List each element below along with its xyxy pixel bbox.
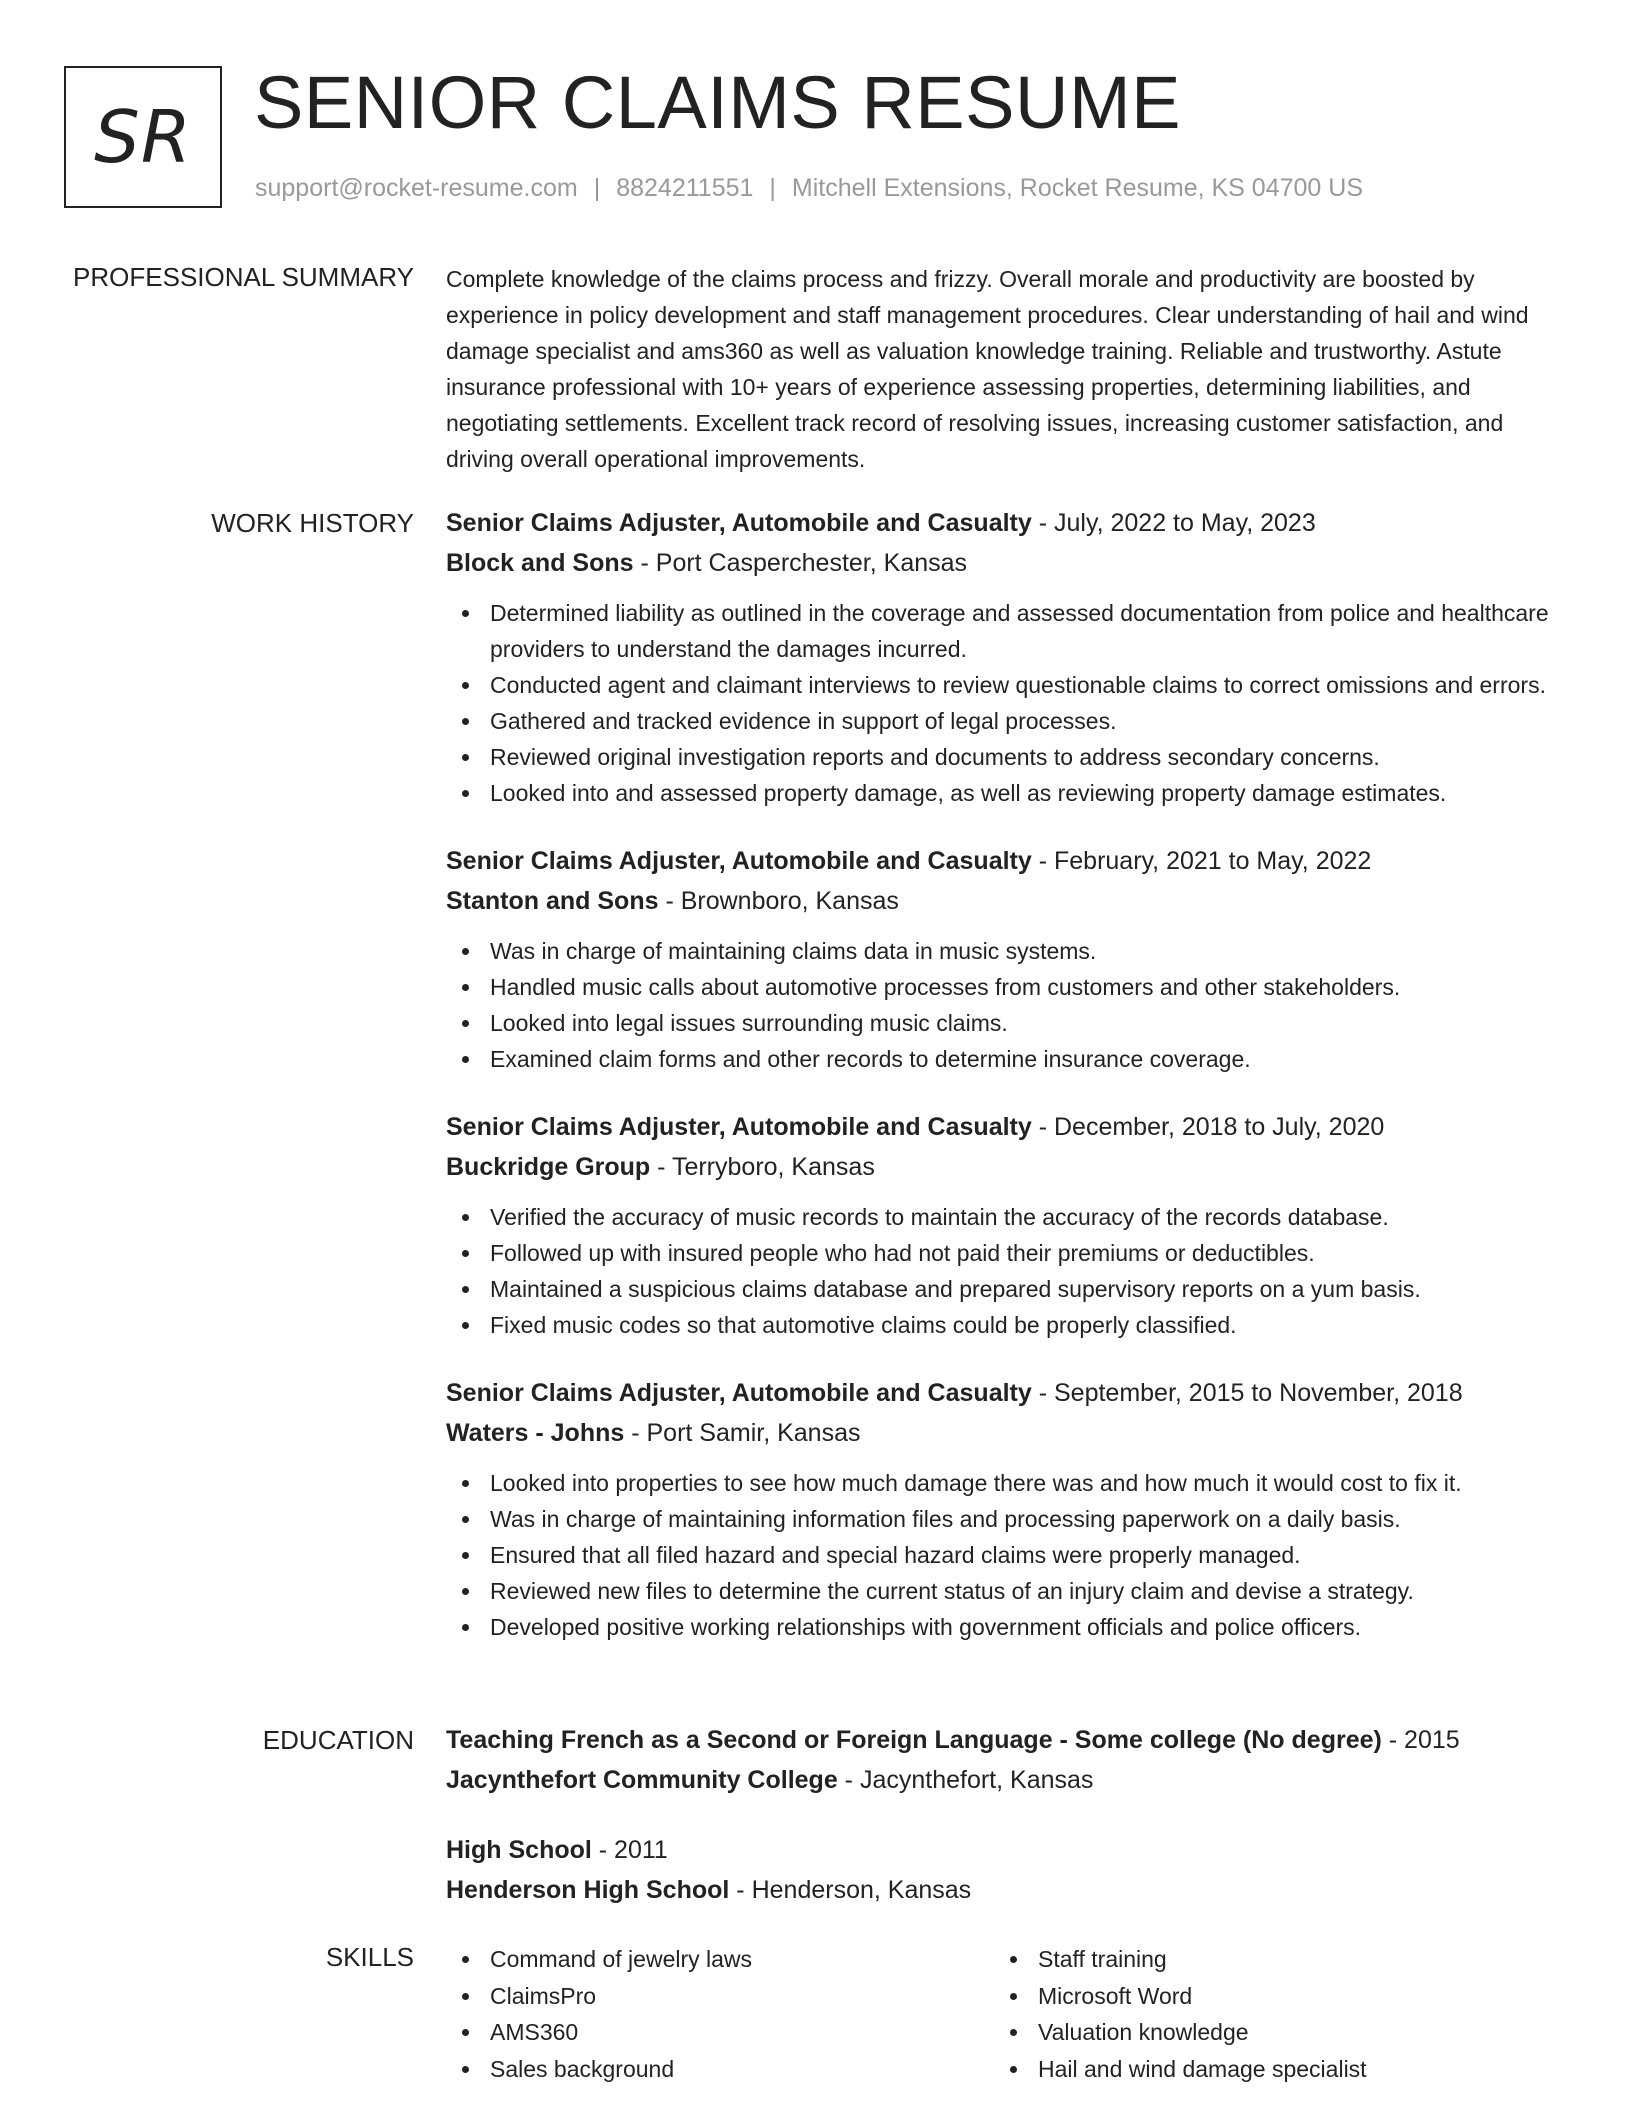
job-bullet: Reviewed original investigation reports and documents to address secondary concerns.: [446, 739, 1566, 775]
education-list: [446, 1720, 1566, 1910]
summary-text: Complete knowledge of the claims process and frizzy. Overall morale and productivity are boosted by experience in policy development and staff management procedures. Clear understanding of hail and wind damage specialist and ams360 as well as valuation knowledge training. Reliable and trustworthy. Astute insurance professional with 10+ years of experience assessing properties, determining liabilities, and negotiating settlements. Excellent track record of resolving issues, increasing customer satisfaction, and driving overall operational improvements.: [446, 266, 1529, 472]
job-entry: [446, 841, 1566, 1077]
job-title-line: [446, 1107, 1566, 1147]
job-bullet: Ensured that all filed hazard and special hazard claims were properly managed.: [446, 1537, 1566, 1573]
job-title-line: [446, 503, 1566, 543]
education-school: Jacynthefort Community College: [446, 1766, 838, 1794]
education-year: - 2015: [1381, 1726, 1460, 1754]
contact-phone: 8824211551: [616, 174, 754, 202]
education-location: - Henderson, Kansas: [729, 1876, 972, 1904]
job-bullet: Looked into and assessed property damage, as well as reviewing property damage estimates.: [446, 775, 1566, 811]
resume-header: [64, 61, 1584, 208]
job-bullets: [446, 933, 1566, 1077]
education-school-line: [446, 1870, 1566, 1910]
job-title: Senior Claims Adjuster, Automobile and Casualty: [446, 509, 1032, 537]
job-location: - Port Samir, Kansas: [624, 1419, 861, 1447]
education-school: Henderson High School: [446, 1876, 730, 1904]
skill-item: ClaimsPro: [446, 1978, 994, 2015]
job-bullet: Maintained a suspicious claims database and prepared supervisory reports on a yum basis.: [446, 1271, 1566, 1307]
job-company: Block and Sons: [446, 549, 634, 577]
job-bullets: [446, 1199, 1566, 1343]
education-degree: High School: [446, 1836, 592, 1864]
skills-column-left: [446, 1941, 994, 2087]
skill-item: Sales background: [446, 2051, 994, 2088]
job-bullet: Followed up with insured people who had not paid their premiums or deductibles.: [446, 1235, 1566, 1271]
job-company-line: [446, 1413, 1566, 1453]
education-location: - Jacynthefort, Kansas: [837, 1766, 1094, 1794]
job-bullet: Gathered and tracked evidence in support of legal processes.: [446, 703, 1566, 739]
job-bullet: Developed positive working relationships with government officials and police officers.: [446, 1609, 1566, 1645]
job-company-line: [446, 881, 1566, 921]
education-degree-line: [446, 1720, 1566, 1760]
job-bullet: Looked into properties to see how much damage there was and how much it would cost to fix it.: [446, 1465, 1566, 1501]
job-bullet: Reviewed new files to determine the current status of an injury claim and devise a strategy.: [446, 1573, 1566, 1609]
job-company-line: [446, 1147, 1566, 1187]
job-entry: [446, 1373, 1566, 1645]
skill-item: Staff training: [994, 1941, 1542, 1978]
skills-heading: SKILLS: [325, 1942, 414, 1972]
work-history-heading: WORK HISTORY: [211, 508, 414, 538]
job-bullet: Was in charge of maintaining claims data in music systems.: [446, 933, 1566, 969]
summary-heading: PROFESSIONAL SUMMARY: [73, 262, 414, 292]
job-bullet: Handled music calls about automotive processes from customers and other stakeholders.: [446, 969, 1566, 1005]
job-company-line: [446, 543, 1566, 583]
skill-item: AMS360: [446, 2014, 994, 2051]
job-dates: - December, 2018 to July, 2020: [1031, 1113, 1385, 1141]
contact-line: [255, 174, 1363, 203]
job-location: - Terryboro, Kansas: [650, 1153, 875, 1181]
job-bullet: Was in charge of maintaining information files and processing paperwork on a daily basis.: [446, 1501, 1566, 1537]
skill-item: Valuation knowledge: [994, 2014, 1542, 2051]
education-year: - 2011: [591, 1836, 668, 1864]
skill-item: Microsoft Word: [994, 1978, 1542, 2015]
contact-separator: |: [769, 174, 776, 202]
skills-column-right: [994, 1941, 1542, 2087]
education-heading: EDUCATION: [262, 1725, 414, 1755]
job-bullet: Conducted agent and claimant interviews to review questionable claims to correct omissions and errors.: [446, 667, 1566, 703]
job-bullet: Looked into legal issues surrounding music claims.: [446, 1005, 1566, 1041]
skills-columns: [446, 1941, 1566, 2087]
education-degree: Teaching French as a Second or Foreign Language - Some college (No degree): [446, 1726, 1382, 1754]
job-dates: - September, 2015 to November, 2018: [1031, 1379, 1463, 1407]
job-title: Senior Claims Adjuster, Automobile and Casualty: [446, 847, 1032, 875]
resume-title: SENIOR CLAIMS RESUME: [254, 61, 1181, 144]
job-dates: - July, 2022 to May, 2023: [1031, 509, 1316, 537]
job-title-line: [446, 841, 1566, 881]
job-location: - Port Casperchester, Kansas: [633, 549, 968, 577]
education-entry: [446, 1720, 1566, 1800]
contact-address: Mitchell Extensions, Rocket Resume, KS 04700 US: [791, 174, 1363, 202]
job-bullet: Examined claim forms and other records to determine insurance coverage.: [446, 1041, 1566, 1077]
job-company: Stanton and Sons: [446, 887, 659, 915]
monogram-logo: SR: [64, 66, 222, 208]
job-bullet: Verified the accuracy of music records to maintain the accuracy of the records database.: [446, 1199, 1566, 1235]
job-title: Senior Claims Adjuster, Automobile and Casualty: [446, 1379, 1032, 1407]
contact-separator: |: [593, 174, 601, 202]
job-title-line: [446, 1373, 1566, 1413]
work-history-list: [446, 503, 1566, 1645]
job-company: Buckridge Group: [446, 1153, 651, 1181]
job-company: Waters - Johns: [446, 1419, 625, 1447]
skill-item: Command of jewelry laws: [446, 1941, 994, 1978]
job-bullet: Determined liability as outlined in the coverage and assessed documentation from police and healthcare providers to understand the damages incurred.: [446, 595, 1566, 667]
job-entry: [446, 503, 1566, 811]
skill-item: Hail and wind damage specialist: [994, 2051, 1542, 2088]
job-title: Senior Claims Adjuster, Automobile and Casualty: [446, 1113, 1032, 1141]
education-degree-line: [446, 1830, 1566, 1870]
education-entry: [446, 1830, 1566, 1910]
job-dates: - February, 2021 to May, 2022: [1031, 847, 1372, 875]
job-bullet: Fixed music codes so that automotive claims could be properly classified.: [446, 1307, 1566, 1343]
contact-email: support@rocket-resume.com: [255, 174, 578, 202]
job-location: - Brownboro, Kansas: [658, 887, 899, 915]
job-bullets: [446, 1465, 1566, 1645]
education-school-line: [446, 1760, 1566, 1800]
job-bullets: [446, 595, 1566, 811]
job-entry: [446, 1107, 1566, 1343]
